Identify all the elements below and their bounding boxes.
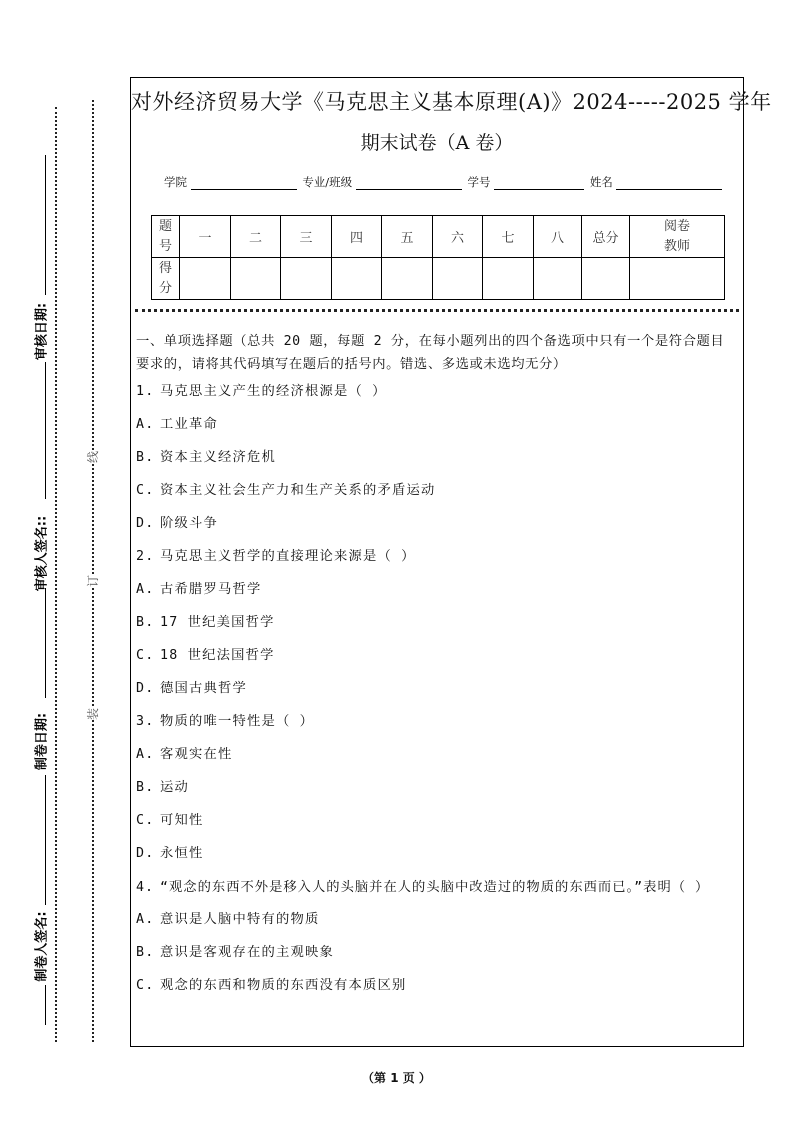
row-header-label: 题号	[159, 218, 173, 254]
col-header: 二	[231, 216, 281, 258]
question-2	[136, 547, 737, 712]
score-cell[interactable]	[180, 258, 231, 300]
option-d	[136, 844, 737, 877]
option-key: D.	[136, 846, 155, 861]
option-key: C.	[136, 483, 155, 498]
score-cell[interactable]	[281, 258, 332, 300]
option-text: 17 世纪美国哲学	[160, 615, 275, 630]
college-label: 学院	[164, 175, 187, 189]
major-class-field[interactable]	[356, 177, 462, 190]
question-text: 马克思主义哲学的直接理论来源是（ ）	[160, 549, 416, 564]
option-b	[136, 613, 737, 646]
question-number: 1.	[136, 384, 155, 399]
option-d	[136, 514, 737, 547]
college-field[interactable]	[191, 177, 297, 190]
option-key: B.	[136, 615, 155, 630]
option-key: B.	[136, 780, 155, 795]
option-text: 观念的东西和物质的东西没有本质区别	[160, 978, 407, 993]
option-key: C.	[136, 648, 155, 663]
option-text: 客观实在性	[160, 747, 233, 762]
inner-dotted-line	[92, 100, 94, 1042]
col-header: 三	[281, 216, 332, 258]
col-header: 七	[483, 216, 534, 258]
question-stem	[136, 547, 737, 580]
review-date-label: 审核日期:	[34, 302, 50, 361]
signature-line	[45, 775, 46, 905]
student-id-label: 学号	[467, 175, 491, 189]
option-text: 阶级斗争	[160, 516, 218, 531]
option-text: 工业革命	[160, 417, 218, 432]
reviewer-signature-label: 审核人签名::	[34, 515, 50, 592]
option-key: B.	[136, 450, 155, 465]
question-3	[136, 712, 737, 877]
col-header-total: 总分	[582, 216, 630, 258]
option-text: 运动	[160, 780, 189, 795]
section-heading: 一、单项选择题（总共 20 题，每题 2 分，在每小题列出的四个备选项中只有一个是符合题目要求的，请将其代码填写在题后的括号内。错选、多选或未选均无分）	[136, 334, 725, 372]
col-header: 五	[382, 216, 433, 258]
score-row	[152, 258, 725, 300]
cut-mark-xian: 线	[86, 450, 101, 464]
row-header-label: 得分	[159, 260, 173, 296]
score-cell[interactable]	[231, 258, 281, 300]
score-cell[interactable]	[332, 258, 382, 300]
option-key: D.	[136, 681, 155, 696]
option-c	[136, 646, 737, 679]
question-stem	[136, 382, 737, 415]
exam-subtitle: 期末试卷（A 卷）	[360, 132, 514, 154]
option-b	[136, 778, 737, 811]
option-key: C.	[136, 978, 155, 993]
option-key: A.	[136, 912, 155, 927]
question-stem	[136, 712, 737, 745]
option-b	[136, 448, 737, 481]
option-text: 德国古典哲学	[160, 681, 247, 696]
major-class-label: 专业/班级	[302, 175, 353, 189]
score-cell[interactable]	[433, 258, 483, 300]
question-text: 马克思主义产生的经济根源是（ ）	[160, 384, 387, 399]
exam-title: 对外经济贸易大学《马克思主义基本原理(A)》2024-----2025 学年	[131, 90, 772, 114]
question-number: 4.	[136, 880, 155, 895]
question-number-row	[152, 216, 725, 258]
paper-date-label: 制卷日期:	[34, 712, 50, 771]
cut-mark-zhuang: 装	[86, 707, 101, 721]
score-cell[interactable]	[382, 258, 433, 300]
paper-author-signature-label: 制卷人签名:	[34, 911, 50, 982]
option-text: 18 世纪法国哲学	[160, 648, 275, 663]
option-text: 永恒性	[160, 846, 204, 861]
signature-line	[45, 155, 46, 295]
student-info-line	[164, 174, 724, 190]
option-key: A.	[136, 582, 155, 597]
question-text: 物质的唯一特性是（ ）	[160, 714, 315, 729]
option-key: A.	[136, 747, 155, 762]
exam-frame	[130, 77, 772, 1047]
signature-line	[45, 362, 46, 499]
outer-dotted-line	[55, 107, 57, 1042]
option-b	[136, 943, 737, 976]
student-id-field[interactable]	[494, 177, 584, 190]
score-cell[interactable]	[534, 258, 582, 300]
option-a	[136, 580, 737, 613]
option-a	[136, 910, 737, 943]
score-cell-total[interactable]	[582, 258, 630, 300]
signature-line	[45, 588, 46, 698]
signature-line	[45, 985, 46, 1025]
question-number: 3.	[136, 714, 155, 729]
option-text: 古希腊罗马哲学	[160, 582, 262, 597]
col-header: 六	[433, 216, 483, 258]
option-text: 意识是人脑中特有的物质	[160, 912, 320, 927]
option-key: D.	[136, 516, 155, 531]
option-d	[136, 679, 737, 712]
cut-mark-ding: 订	[86, 574, 101, 588]
col-header: 八	[534, 216, 582, 258]
question-4	[136, 877, 737, 1009]
option-text: 资本主义社会生产力和生产关系的矛盾运动	[160, 483, 436, 498]
col-header: 一	[180, 216, 231, 258]
score-cell[interactable]	[483, 258, 534, 300]
score-cell-grader[interactable]	[630, 258, 725, 300]
score-table	[151, 215, 725, 300]
option-a	[136, 745, 737, 778]
question-stem	[136, 877, 737, 899]
option-key: B.	[136, 945, 155, 960]
row-header-score	[152, 258, 180, 300]
row-header-question-number	[152, 216, 180, 258]
name-label: 姓名	[589, 175, 613, 189]
question-text: “观念的东西不外是移入人的头脑并在人的头脑中改造过的物质的东西而已。”表明（ ）	[160, 880, 710, 895]
option-c	[136, 811, 737, 844]
option-text: 可知性	[160, 813, 204, 828]
dotted-separator	[135, 309, 739, 312]
grader-label: 阅卷教师	[664, 218, 691, 254]
option-c	[136, 481, 737, 514]
option-c	[136, 976, 737, 1009]
question-content	[136, 330, 737, 1009]
option-key: A.	[136, 417, 155, 432]
page-number: （第 1 页 ）	[362, 1071, 431, 1085]
col-header-grader	[630, 216, 725, 258]
option-key: C.	[136, 813, 155, 828]
option-a	[136, 415, 737, 448]
col-header: 四	[332, 216, 382, 258]
question-1	[136, 382, 737, 547]
question-number: 2.	[136, 549, 155, 564]
option-text: 资本主义经济危机	[160, 450, 276, 465]
name-field[interactable]	[616, 177, 722, 190]
option-text: 意识是客观存在的主观映象	[160, 945, 334, 960]
